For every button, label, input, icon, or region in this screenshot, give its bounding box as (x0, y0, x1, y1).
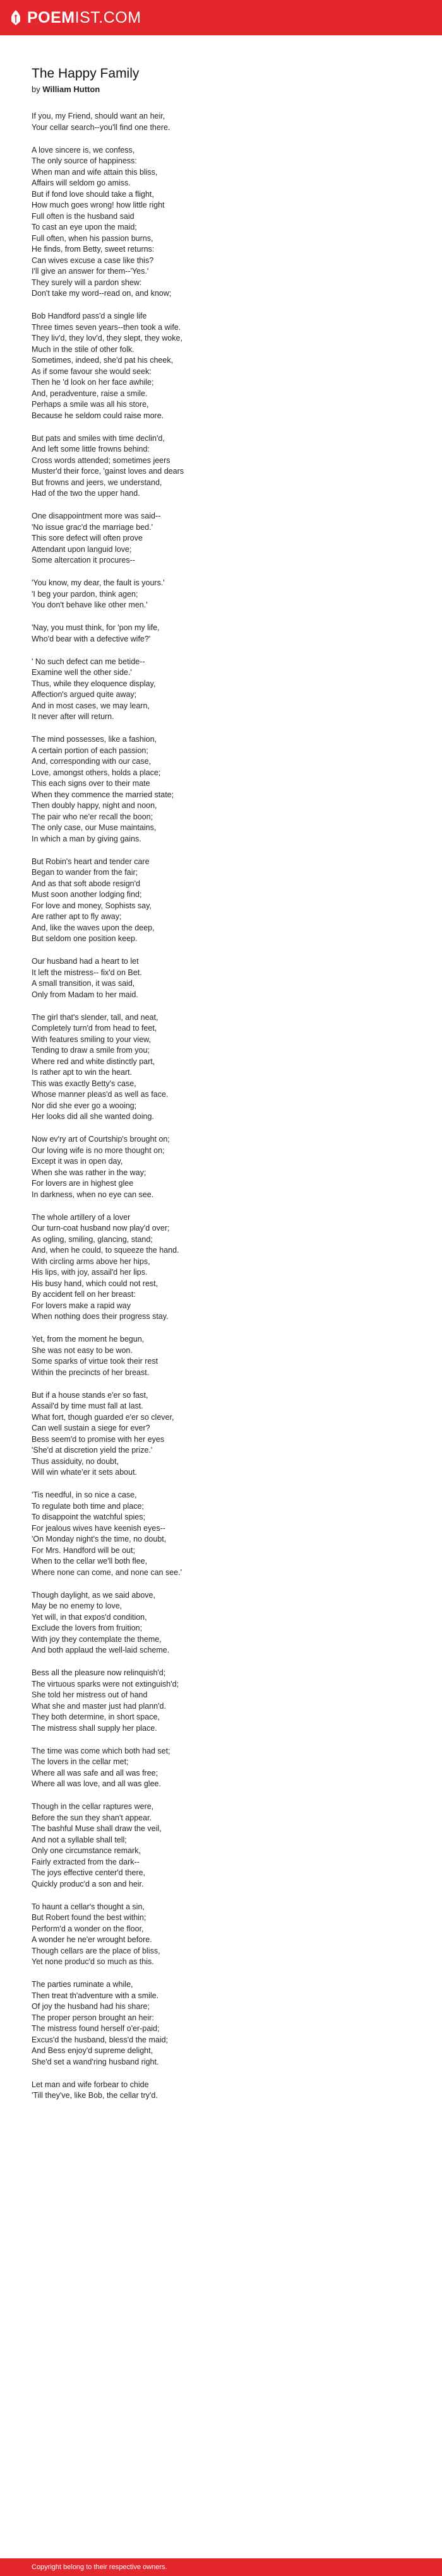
site-logo-text (27, 10, 141, 26)
poem-stanza (32, 1134, 410, 1200)
poem-line: You don't behave like other men.' (32, 600, 148, 609)
poem-line: Where none can come, and none can see.' (32, 1567, 182, 1577)
poem-line: One disappointment more was said-- (32, 512, 161, 520)
poem-line: Perhaps a smile was all his store, (32, 400, 149, 409)
poem-stanza (32, 1801, 410, 1890)
poem-line: Her looks did all she wanted doing. (32, 1112, 154, 1121)
poem-line: Affairs will seldom go amiss. (32, 179, 131, 187)
poem-stanza (32, 1490, 410, 1578)
poem-stanza (32, 1746, 410, 1790)
poem-line: How much goes wrong! how little right (32, 201, 165, 209)
poem-line: As if some favour she would seek: (32, 366, 152, 376)
poem-line: Bess all the pleasure now relinquish'd; (32, 1668, 166, 1677)
poem-line: Thus, while they eloquence display, (32, 679, 156, 688)
poem-stanza (32, 1012, 410, 1123)
poem-content (32, 66, 410, 2113)
poem-line: But if a house stands e'er so fast, (32, 1390, 148, 1400)
author-link[interactable]: William Hutton (42, 85, 100, 94)
poem-line: Of joy the husband had his share; (32, 2002, 150, 2011)
poem-line: The only source of happiness: (32, 156, 137, 165)
poem-stanza (32, 2080, 410, 2102)
poem-line: But pats and smiles with time declin'd, (32, 433, 165, 443)
poem-stanza (32, 1590, 410, 1656)
poem-line: 'Nay, you must think, for 'pon my life, (32, 623, 160, 632)
poem-body (32, 111, 410, 2102)
poem-line: Affection's argued quite away; (32, 690, 137, 699)
poem-line: Is rather apt to win the heart. (32, 1068, 133, 1077)
poem-line: 'I beg your pardon, think agen; (32, 589, 138, 599)
poem-line: Assail'd by time must fall at last. (32, 1402, 143, 1410)
poem-line: Muster'd their force, 'gainst loves and dears (32, 467, 184, 476)
poem-line: Bess seem'd to promise with her eyes (32, 1434, 165, 1444)
poem-line: But frowns and jeers, we understand, (32, 477, 162, 487)
poem-line: With features smiling to your view, (32, 1034, 151, 1044)
poem-line: For lovers are in highest glee (32, 1179, 134, 1188)
poem-stanza (32, 857, 410, 945)
poem-line: Except it was in open day, (32, 1157, 123, 1166)
poem-stanza (32, 1979, 410, 2068)
poem-line: The lovers in the cellar met; (32, 1757, 129, 1766)
poem-line: 'No issue grac'd the marriage bed.' (32, 522, 153, 532)
poem-line: The girl that's slender, tall, and neat, (32, 1012, 158, 1022)
poem-line: A certain portion of each passion; (32, 746, 148, 755)
poem-line: 'Till they've, like Bob, the cellar try'd. (32, 2091, 158, 2100)
poem-line: Some altercation it procures-- (32, 556, 135, 565)
poem-line: May be no enemy to love, (32, 1601, 122, 1610)
poem-line: Now ev'ry art of Courtship's brought on; (32, 1135, 170, 1144)
poem-line: Thus assiduity, no doubt, (32, 1456, 119, 1466)
poem-line: Who'd bear with a defective wife?' (32, 634, 151, 643)
poem-line: Then he 'd look on her face awhile; (32, 378, 154, 387)
poem-stanza (32, 1902, 410, 1968)
poem-line: The mistress found herself o'er-paid; (32, 2024, 160, 2033)
poem-byline (32, 85, 410, 95)
pen-nib-icon (10, 9, 21, 26)
poem-title: The Happy Family (32, 66, 140, 81)
poem-line: She was not easy to be won. (32, 1345, 133, 1355)
poem-line: Will win whate'er it sets about. (32, 1468, 138, 1477)
poem-line: But Robin's heart and tender care (32, 857, 150, 866)
byline-prefix: by (32, 85, 40, 94)
poem-line: And left some little frowns behind: (32, 445, 150, 454)
poem-line: Where red and white distinctly part, (32, 1057, 155, 1066)
poem-line: This was exactly Betty's case, (32, 1079, 136, 1088)
poem-line: They liv'd, they lov'd, they slept, they woke, (32, 334, 182, 342)
poem-line: But Robert found the best within; (32, 1913, 146, 1922)
poem-line: And as that soft abode resign'd (32, 879, 140, 888)
poem-line: Full often, when his passion burns, (32, 233, 153, 243)
poem-line: Yet none produc'd so much as this. (32, 1957, 154, 1966)
poem-line: Whose manner pleas'd as well as face. (32, 1090, 169, 1099)
poem-line: Had of the two the upper hand. (32, 489, 140, 498)
poem-line: Exclude the lovers from fruition; (32, 1624, 143, 1632)
poem-line: Before the sun they shan't appear. (32, 1813, 152, 1822)
poem-line: Our loving wife is no more thought on; (32, 1145, 165, 1155)
poem-line: Can wives excuse a case like this? (32, 255, 154, 265)
poem-line: Don't take my word--read on, and know; (32, 289, 172, 298)
poem-line: 'On Monday night's the time, no doubt, (32, 1535, 167, 1543)
poem-line: Must soon another lodging find; (32, 890, 142, 899)
poem-line: A love sincere is, we confess, (32, 145, 135, 155)
poem-stanza (32, 734, 410, 845)
poem-line: Attendant upon languid love; (32, 544, 132, 554)
poem-line: Though in the cellar raptures were, (32, 1802, 154, 1811)
poem-stanza (32, 623, 410, 645)
poem-line: Within the precincts of her breast. (32, 1367, 150, 1377)
poem-line: Where all was love, and all was glee. (32, 1779, 161, 1788)
copyright-text: Copyright belong to their respective owners. (32, 2563, 167, 2571)
poem-line: Then doubly happy, night and noon, (32, 801, 157, 810)
poem-line: The whole artillery of a lover (32, 1212, 131, 1222)
poem-line: Cross words attended; sometimes jeers (32, 455, 170, 465)
poem-stanza (32, 1334, 410, 1378)
poem-stanza (32, 433, 410, 500)
poem-line: Let man and wife forbear to chide (32, 2080, 149, 2089)
poem-line: Yet, from the moment he begun, (32, 1335, 145, 1344)
poem-line: What fort, though guarded e'er so clever, (32, 1412, 174, 1422)
poem-line: This sore defect will often prove (32, 534, 143, 542)
poem-line: To regulate both time and place; (32, 1501, 144, 1511)
poem-line: The only case, our Muse maintains, (32, 823, 157, 832)
poem-line: Can well sustain a siege for ever? (32, 1424, 150, 1432)
poem-line: The joys effective center'd there, (32, 1868, 146, 1877)
poem-line: They both determine, in short space, (32, 1712, 160, 1721)
poem-line: 'Tis needful, in so nice a case, (32, 1490, 137, 1499)
poem-line: To disappoint the watchful spies; (32, 1513, 145, 1521)
poem-line: Love, amongst others, holds a place; (32, 768, 161, 777)
poem-line: For love and money, Sophists say, (32, 901, 152, 910)
poem-line: Some sparks of virtue took their rest (32, 1357, 158, 1366)
poem-line: She'd set a wand'ring husband right. (32, 2057, 159, 2066)
poem-line: And, when he could, to squeeze the hand. (32, 1246, 179, 1255)
poem-line: And, peradventure, raise a smile. (32, 389, 148, 398)
poem-line: When to the cellar we'll both flee, (32, 1557, 148, 1566)
poem-line: And not a syllable shall tell; (32, 1835, 127, 1844)
poem-line: 'You know, my dear, the fault is yours.' (32, 578, 165, 587)
poem-line: Full often is the husband said (32, 211, 134, 221)
poem-line: Much in the stile of other folk. (32, 344, 134, 354)
poem-line: When nothing does their progress stay. (32, 1312, 169, 1321)
poem-stanza (32, 1390, 410, 1478)
poem-line: In which a man by giving gains. (32, 834, 141, 843)
poem-line: They surely will a pardon shew: (32, 278, 142, 287)
site-header (0, 0, 442, 35)
poem-stanza (32, 111, 410, 133)
poem-line: His busy hand, which could not rest, (32, 1279, 158, 1288)
poem-line: Began to wander from the fair; (32, 868, 138, 877)
poem-line: She told her mistress out of hand (32, 1690, 148, 1699)
poem-stanza (32, 311, 410, 421)
poem-line: His lips, with joy, assail'd her lips. (32, 1268, 148, 1277)
poem-line: Only from Madam to her maid. (32, 990, 138, 999)
poem-line: And in most cases, we may learn, (32, 701, 150, 710)
poem-line: It never after will return. (32, 712, 114, 721)
poem-line: If you, my Friend, should want an heir, (32, 112, 165, 120)
poem-line: Only one circumstance remark, (32, 1846, 141, 1855)
poem-line: A wonder he ne'er wrought before. (32, 1935, 152, 1944)
poem-line: Though cellars are the place of bliss, (32, 1946, 160, 1955)
poem-line: What she and master just had plann'd. (32, 1701, 166, 1711)
poem-stanza (32, 956, 410, 1000)
poem-line: Fairly extracted from the dark-- (32, 1857, 140, 1866)
poem-line: I'll give an answer for them--'Yes.' (32, 267, 149, 276)
poem-line: Our husband had a heart to let (32, 957, 139, 966)
poem-line: Three times seven years--then took a wife. (32, 322, 181, 332)
poem-line: Your cellar search--you'll find one there. (32, 122, 170, 132)
poem-line: The virtuous sparks were not extinguish'd; (32, 1679, 179, 1689)
poem-line: With circling arms above her hips, (32, 1256, 150, 1266)
poem-line: This each signs over to their mate (32, 779, 150, 788)
poem-line: The bashful Muse shall draw the veil, (32, 1824, 162, 1833)
poem-line: But if fond love should take a flight, (32, 189, 154, 199)
poem-line: The mistress shall supply her place. (32, 1723, 157, 1733)
poem-line: Then treat th'adventure with a smile. (32, 1991, 159, 2000)
poem-line: Examine well the other side.' (32, 668, 132, 677)
poem-line: When they commence the married state; (32, 790, 174, 799)
poem-line: With joy they contemplate the theme, (32, 1634, 162, 1644)
poem-line: Completely turn'd from head to feet, (32, 1024, 157, 1033)
poem-line: Sometimes, indeed, she'd pat his cheek, (32, 356, 174, 365)
poem-line: Because he seldom could raise more. (32, 411, 164, 420)
poem-line: Perform'd a wonder on the floor, (32, 1924, 144, 1933)
logo-text-bold: POEM (27, 8, 75, 26)
logo-text-light: IST.COM (75, 8, 141, 26)
poem-line: The mind possesses, like a fashion, (32, 735, 157, 744)
poem-line: Where all was safe and all was free; (32, 1768, 158, 1777)
poem-line: Though daylight, as we said above, (32, 1590, 155, 1600)
poem-line: To cast an eye upon the maid; (32, 223, 137, 231)
poem-stanza (32, 145, 410, 300)
poem-stanza (32, 1212, 410, 1323)
poem-line: But seldom one position keep. (32, 934, 138, 943)
poem-line: 'She'd at discretion yield the prize.' (32, 1446, 153, 1455)
poem-line: It left the mistress-- fix'd on Bet. (32, 968, 142, 977)
poem-line: And both applaud the well-laid scheme. (32, 1646, 170, 1654)
poem-line: And, corresponding with our case, (32, 757, 151, 766)
poem-line: The pair who ne'er recall the boon; (32, 812, 153, 821)
poem-line: When man and wife attain this bliss, (32, 167, 158, 177)
poem-line: He finds, from Betty, sweet returns: (32, 245, 155, 254)
poem-line: Nor did she ever go a wooing; (32, 1101, 137, 1110)
poem-line: Tending to draw a smile from you; (32, 1046, 150, 1055)
poem-stanza (32, 578, 410, 611)
poem-line: And Bess enjoy'd supreme delight, (32, 2046, 153, 2055)
poem-line: Are rather apt to fly away; (32, 912, 122, 921)
site-footer (0, 2558, 442, 2576)
poem-line: Bob Handford pass'd a single life (32, 312, 147, 320)
poem-line: To haunt a cellar's thought a sin, (32, 1902, 145, 1911)
poem-line: Yet will, in that expos'd condition, (32, 1612, 147, 1622)
poem-line: By accident fell on her breast: (32, 1290, 136, 1299)
poem-line: The parties ruminate a while, (32, 1980, 133, 1989)
poem-line: As ogling, smiling, glancing, stand; (32, 1234, 153, 1244)
poem-line: And, like the waves upon the deep, (32, 923, 155, 932)
poem-line: The proper person brought an heir: (32, 2013, 154, 2022)
poem-line: Quickly produc'd a son and heir. (32, 1879, 144, 1888)
site-logo[interactable] (10, 9, 141, 26)
poem-line: Excus'd the husband, bless'd the maid; (32, 2035, 169, 2044)
poem-line: Our turn-coat husband now play'd over; (32, 1224, 170, 1232)
poem-line: A small transition, it was said, (32, 979, 135, 988)
poem-stanza (32, 1668, 410, 1734)
poem-line: The time was come which both had set; (32, 1746, 170, 1755)
poem-line: ' No such defect can me betide-- (32, 657, 145, 666)
poem-line: For lovers make a rapid way (32, 1301, 131, 1310)
poem-line: In darkness, when no eye can see. (32, 1190, 154, 1199)
poem-line: For Mrs. Handford will be out; (32, 1545, 135, 1555)
poem-stanza (32, 657, 410, 723)
poem-line: For jealous wives have keenish eyes-- (32, 1523, 165, 1533)
poem-line: When she was rather in the way; (32, 1168, 146, 1177)
poem-stanza (32, 511, 410, 566)
